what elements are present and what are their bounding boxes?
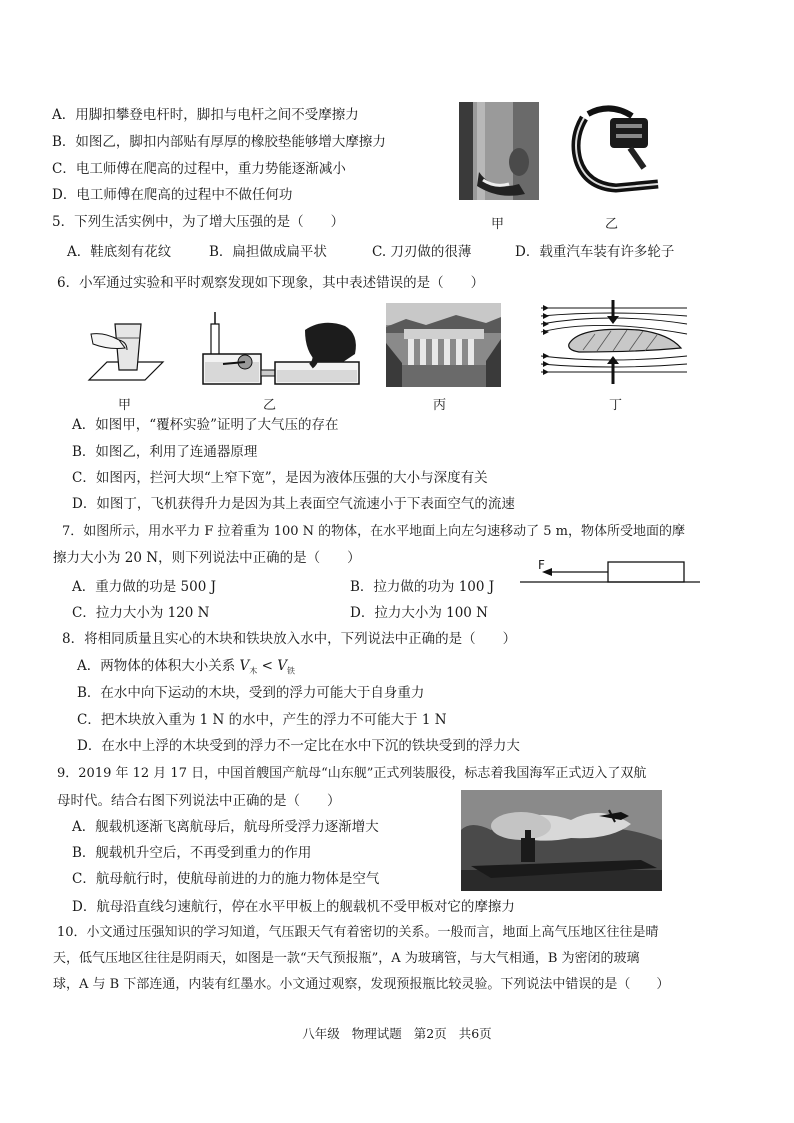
q6-caption-bing: 丙 bbox=[433, 398, 447, 413]
q6-caption-yi: 乙 bbox=[263, 398, 277, 413]
q8-option-d: D．在水中上浮的木块受到的浮力不一定比在水中下沉的铁块受到的浮力大 bbox=[77, 738, 520, 754]
q4-figure-jia bbox=[459, 102, 539, 200]
q6-figure-yi bbox=[193, 304, 361, 390]
footer-page: 第2页 bbox=[413, 1026, 447, 1041]
q9-carrier-photo bbox=[461, 790, 662, 891]
q4-option-d: D．电工师傅在爬高的过程中不做任何功 bbox=[52, 187, 293, 203]
q6-stem: 6．小军通过实验和平时观察发现如下现象，其中表述错误的是（ ） bbox=[57, 275, 485, 291]
q6-caption-jia: 甲 bbox=[118, 398, 132, 413]
q9-stem-line1: 9．2019 年 12 月 17 日，中国首艘国产航母“山东舰”正式列装服役，标志着我国海军正式迈入了双航 bbox=[57, 766, 647, 781]
q4-caption-jia: 甲 bbox=[491, 217, 505, 232]
q5-option-b: B．扁担做成扁平状 bbox=[209, 244, 327, 260]
q8-volume-symbol-2: V bbox=[277, 658, 287, 674]
q7-option-d: D．拉力大小为 100 N bbox=[350, 605, 488, 621]
q7-option-c: C．拉力大小为 120 N bbox=[72, 605, 210, 621]
q8-stem: 8．将相同质量且实心的木块和铁块放入水中，下列说法中正确的是（ ） bbox=[62, 631, 517, 647]
q6-caption-ding: 丁 bbox=[609, 398, 623, 413]
q8-less-than: < bbox=[257, 658, 278, 674]
q10-line2: 天，低气压地区往往是阴雨天，如图是一款“天气预报瓶”，A 为玻璃管，与大气相通，B 为密闭的玻璃 bbox=[53, 951, 640, 966]
q9-option-a: A．舰载机逐渐飞离航母后，航母所受浮力逐渐增大 bbox=[72, 819, 379, 835]
page-footer bbox=[0, 1024, 794, 1042]
q7-force-label: F bbox=[538, 558, 545, 572]
q4-figure-yi bbox=[570, 98, 662, 194]
q4-caption-yi: 乙 bbox=[605, 217, 619, 232]
q6-figure-ding bbox=[539, 300, 689, 386]
q10-line3: 球，A 与 B 下部连通，内装有红墨水。小文通过观察，发现预报瓶比较灵验。下列说法中错误的是（ ） bbox=[53, 977, 670, 992]
q8-subscript-wood: 木 bbox=[249, 666, 258, 676]
q8-option-a-text: A．两物体的体积大小关系 bbox=[77, 658, 240, 674]
q8-volume-symbol: V bbox=[239, 658, 250, 674]
q10-line1: 10．小文通过压强知识的学习知道，气压跟天气有着密切的关系。一般而言，地面上高气压地区往往是晴 bbox=[57, 925, 659, 940]
q5-option-a: A．鞋底刻有花纹 bbox=[67, 244, 172, 260]
q6-option-b: B．如图乙，利用了连通器原理 bbox=[72, 444, 258, 460]
q7-force-diagram bbox=[520, 556, 700, 592]
q4-option-c: C．电工师傅在爬高的过程中，重力势能逐渐减小 bbox=[52, 161, 346, 177]
q7-stem-line1: 7．如图所示，用水平力 F 拉着重为 100 N 的物体，在水平地面上向左匀速移动了 5 m，物体所受地面的摩 bbox=[62, 524, 686, 539]
q4-option-a: A．用脚扣攀登电杆时，脚扣与电杆之间不受摩擦力 bbox=[52, 107, 359, 123]
q8-option-b: B．在水中向下运动的木块，受到的浮力可能大于自身重力 bbox=[77, 685, 425, 701]
q7-option-b: B．拉力做的功为 100 J bbox=[350, 579, 495, 595]
q5-option-c: C. 刀刃做的很薄 bbox=[372, 244, 472, 260]
q6-option-d: D．如图丁，飞机获得升力是因为其上表面空气流速小于下表面空气的流速 bbox=[72, 496, 515, 512]
q9-option-b: B．舰载机升空后，不再受到重力的作用 bbox=[72, 845, 312, 861]
q7-option-a: A．重力做的功是 500 J bbox=[72, 579, 217, 595]
footer-grade: 八年级 bbox=[302, 1026, 340, 1041]
q6-option-c: C．如图丙，拦河大坝“上窄下宽”，是因为液体压强的大小与深度有关 bbox=[72, 470, 488, 486]
q8-option-a bbox=[77, 657, 295, 681]
q5-option-d: D．载重汽车装有许多轮子 bbox=[515, 244, 675, 260]
q5-stem: 5．下列生活实例中，为了增大压强的是（ ） bbox=[52, 214, 345, 230]
footer-total: 共6页 bbox=[458, 1026, 492, 1041]
q6-option-a: A．如图甲，“覆杯实验”证明了大气压的存在 bbox=[72, 417, 339, 433]
q9-option-c: C．航母航行时，使航母前进的力的施力物体是空气 bbox=[72, 871, 380, 887]
q6-figure-bing bbox=[386, 303, 501, 387]
q9-option-d: D．航母沿直线匀速航行，停在水平甲板上的舰载机不受甲板对它的摩擦力 bbox=[72, 899, 515, 915]
q9-stem-line2: 母时代。结合右图下列说法中正确的是（ ） bbox=[57, 793, 341, 809]
q8-option-c: C．把木块放入重为 1 N 的水中，产生的浮力不可能大于 1 N bbox=[77, 712, 447, 728]
q6-figure-jia bbox=[85, 318, 167, 384]
footer-subject: 物理试题 bbox=[351, 1026, 402, 1041]
q7-stem-line2: 擦力大小为 20 N，则下列说法中正确的是（ ） bbox=[53, 550, 361, 566]
q4-option-b: B．如图乙，脚扣内部贴有厚厚的橡胶垫能够增大摩擦力 bbox=[52, 134, 386, 150]
q8-subscript-iron: 铁 bbox=[286, 666, 295, 676]
